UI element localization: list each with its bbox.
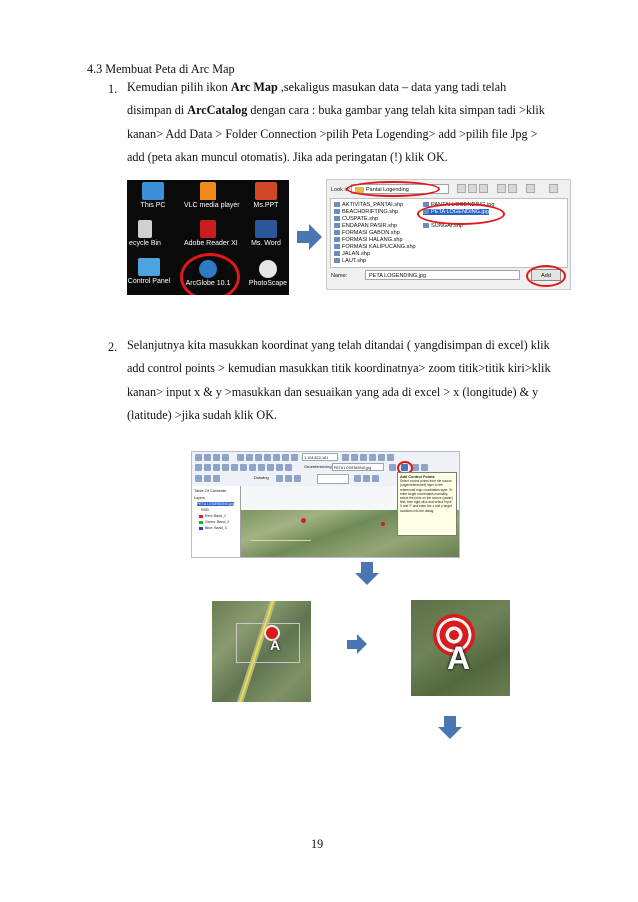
zoomed-satellite-view	[411, 600, 510, 696]
text-segment: disimpan di	[127, 103, 188, 118]
control-panel-icon	[127, 258, 173, 286]
toc-band: Green: Band_2	[199, 520, 229, 524]
highlight-circle	[417, 203, 505, 225]
line-icon[interactable]	[204, 475, 211, 482]
road-line	[251, 540, 311, 541]
step-1-line-2	[127, 99, 573, 122]
section-heading: 4.3 Membuat Peta di Arc Map	[87, 62, 235, 76]
text-segment: ,sekaligus masukan data – data yang tadi telah	[277, 80, 507, 94]
step-2-number: 2.	[108, 340, 118, 354]
home-icon[interactable]	[468, 184, 477, 193]
toc-title: Table Of Contents	[194, 488, 227, 493]
file-item[interactable]: FORMASI GABON.shp	[334, 230, 400, 236]
file-item[interactable]: LAUT.shp	[334, 258, 366, 264]
file-item[interactable]: JALAN.shp	[334, 251, 370, 257]
powerpoint-icon	[242, 182, 289, 210]
fixed-zoom-icon[interactable]	[231, 464, 238, 471]
pointer-icon[interactable]	[276, 475, 283, 482]
step-1-line-3: kanan> Add Data > Folder Connection >pilih Peta Logending> add >pilih file Jpg >	[127, 126, 538, 141]
arctoolbox-icon[interactable]	[378, 454, 385, 461]
toc-band: Red: Band_1	[199, 514, 226, 518]
adobe-reader-icon	[184, 220, 238, 248]
toc-band: Blue: Band_3	[199, 526, 227, 530]
desktop-label: VLC media player	[184, 202, 240, 209]
desktop-label: This PC	[140, 202, 166, 209]
view-menu-icon[interactable]	[549, 184, 558, 193]
desktop-label: ecycle Bin	[129, 240, 161, 247]
file-item[interactable]: FORMASI KALIPUCANG.shp	[334, 244, 416, 250]
bold-arc-map: Arc Map	[230, 80, 278, 94]
desktop-label: Ms.PPT	[253, 202, 279, 209]
back-icon[interactable]	[240, 464, 247, 471]
search-icon[interactable]	[369, 454, 376, 461]
copy-icon[interactable]	[246, 454, 253, 461]
desktop-label: Ms. Word	[251, 240, 281, 247]
step-2-line-3: kanan> input x & y >masukkan dan sesuaikan yang ada di excel > x (longitude) & y	[127, 384, 539, 399]
file-item-selected[interactable]: PETA LOGENDING.jpg	[423, 209, 489, 215]
bold-arccatalog: ArcCatalog	[187, 103, 248, 118]
catalog-icon[interactable]	[508, 184, 517, 193]
draw-icon[interactable]	[195, 475, 202, 482]
step-2-line-1: Selanjutnya kita masukkan koordinat yang telah ditandai ( yangdisimpan di excel) klik	[127, 338, 550, 352]
toc-layers[interactable]: Layers	[194, 496, 205, 500]
pan-icon[interactable]	[213, 464, 220, 471]
table-of-contents	[192, 486, 241, 557]
font-dropdown[interactable]	[317, 474, 349, 484]
underline-icon[interactable]	[372, 475, 379, 482]
desktop-label: ArcGlobe 10.1	[185, 280, 231, 287]
catalog-icon[interactable]	[360, 454, 367, 461]
add-button[interactable]: Add	[531, 269, 561, 281]
vlc-icon	[184, 182, 240, 210]
step-1-line-1	[127, 76, 573, 99]
look-in-value: Pantai Logending	[366, 187, 409, 193]
italic-icon[interactable]	[363, 475, 370, 482]
delete-icon[interactable]	[264, 454, 271, 461]
connect-folder-icon[interactable]	[479, 184, 488, 193]
desktop-label: Adobe Reader XI	[184, 240, 238, 247]
editor-icon[interactable]	[342, 454, 349, 461]
text-segment: dengan cara : buka gambar yang telah kita simpan tadi >klik	[247, 103, 545, 118]
georeferencing-label: Georeferencing	[304, 464, 332, 469]
drawing-label: Drawing	[254, 475, 269, 480]
options-icon[interactable]	[526, 184, 535, 193]
python-icon[interactable]	[387, 454, 394, 461]
page-number: 19	[311, 837, 324, 851]
word-icon	[242, 220, 289, 248]
georef-layer-dropdown[interactable]: PETA LOGENDING.jpg	[332, 463, 384, 471]
toc-layer-selected[interactable]: PETA LOGENDING.jpg	[197, 502, 235, 506]
name-input[interactable]: PETA LOGENDING.jpg	[365, 270, 520, 280]
paste-icon[interactable]	[255, 454, 262, 461]
toc-icon[interactable]	[351, 454, 358, 461]
step-2-line-2: add control points > kemudian masukkan titik koordinatnya> zoom titik>titik kiri>klik	[127, 361, 551, 376]
up-folder-icon[interactable]	[457, 184, 466, 193]
tools-toolbar	[192, 463, 459, 472]
add-data-dialog	[326, 179, 571, 290]
standard-toolbar	[192, 453, 459, 462]
rectangle-icon[interactable]	[285, 475, 292, 482]
control-point-marker[interactable]	[301, 518, 306, 523]
add-control-points-tooltip	[397, 472, 457, 536]
highlight-circle	[526, 265, 566, 287]
file-item[interactable]: AKTIVITAS_PANTAI.shp	[334, 202, 403, 208]
desktop-label: Control Panel	[127, 278, 171, 285]
photoscape-icon	[244, 260, 289, 288]
redo-icon[interactable]	[282, 454, 289, 461]
link-table-icon[interactable]	[412, 464, 419, 471]
step-2-text	[127, 334, 573, 427]
polygon-icon[interactable]	[213, 475, 220, 482]
cut-icon[interactable]	[237, 454, 244, 461]
select-icon[interactable]	[258, 464, 265, 471]
this-pc-icon	[129, 182, 177, 210]
text-segment: Kemudian pilih ikon	[127, 80, 231, 94]
find-icon[interactable]	[276, 464, 283, 471]
scale-dropdown[interactable]: 1:104,822,181	[302, 453, 338, 461]
control-point-marker[interactable]	[381, 522, 385, 526]
desktop-screenshot	[127, 180, 289, 295]
step-1-number: 1.	[108, 82, 118, 96]
arcmap-screenshot	[191, 451, 460, 558]
measure-icon[interactable]	[285, 464, 292, 471]
satellite-view	[212, 601, 311, 702]
new-icon[interactable]	[195, 454, 202, 461]
file-item[interactable]: ENDAPAN PASIR.shp	[334, 223, 397, 229]
marker-label: A	[447, 640, 471, 676]
file-item[interactable]: FORMASI HALANG.shp	[334, 237, 403, 243]
toc-rgb: RGB	[201, 508, 209, 512]
open-icon[interactable]	[204, 454, 211, 461]
view-link-icon[interactable]	[421, 464, 428, 471]
bold-icon[interactable]	[354, 475, 361, 482]
rotate-icon[interactable]	[389, 464, 396, 471]
file-item[interactable]: SUNGAI.shp	[423, 223, 463, 229]
file-item[interactable]: CUSPATE.shp	[334, 216, 378, 222]
highlight-circle	[346, 181, 440, 197]
step-2-line-4: (latitude) >jika sudah klik OK.	[127, 407, 278, 422]
look-in-label: Look in:	[331, 187, 351, 193]
recycle-bin-icon	[127, 220, 169, 248]
zoom-out-icon[interactable]	[204, 464, 211, 471]
step-1-line-4: add (peta akan muncul otomatis). Jika ada peringatan (!) klik OK.	[127, 149, 448, 164]
undo-icon[interactable]	[273, 454, 280, 461]
identify-icon[interactable]	[267, 464, 274, 471]
marker-label: A	[270, 637, 281, 653]
step-1-text	[127, 76, 573, 169]
highlight-circle	[180, 253, 240, 295]
file-item[interactable]: PANTAI LOGENDING.jpg	[423, 202, 495, 208]
add-data-icon[interactable]	[291, 454, 298, 461]
text-icon[interactable]	[294, 475, 301, 482]
view-list-icon[interactable]	[497, 184, 506, 193]
file-item[interactable]: BEACHDRIFTING.shp	[334, 209, 398, 215]
forward-icon[interactable]	[249, 464, 256, 471]
file-list	[330, 198, 568, 268]
save-icon[interactable]	[213, 454, 220, 461]
tooltip-title: Add Control Points	[400, 475, 435, 479]
tooltip-text: Select control points from the source (ungeoreferenced) layer to the referenced map coordinates layer. To enter target coordinates manually, select the point on the source (raster) first, then right-click and select 'Input X and Y' and enter the x and y target locations into the dialog.	[400, 479, 453, 513]
desktop-label: PhotoScape	[248, 280, 288, 287]
name-label: Name:	[331, 273, 348, 279]
zoom-in-icon[interactable]	[195, 464, 202, 471]
print-icon[interactable]	[222, 454, 229, 461]
full-extent-icon[interactable]	[222, 464, 229, 471]
